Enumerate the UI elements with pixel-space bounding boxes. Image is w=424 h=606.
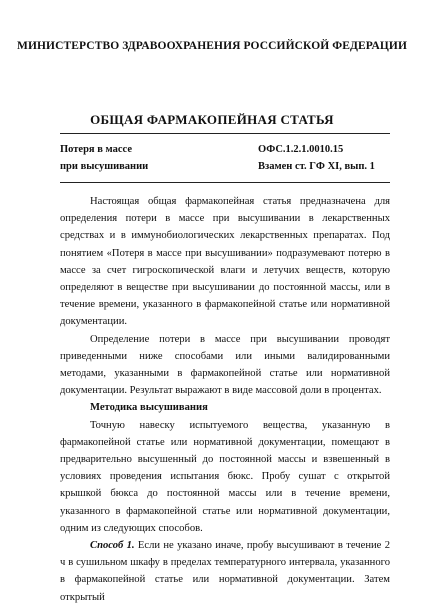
top-divider	[60, 133, 390, 134]
section-heading: Методика высушивания	[90, 402, 208, 414]
document-code: ОФС.1.2.1.0010.15	[258, 144, 344, 155]
replaces-note: Взамен ст. ГФ XI, вып. 1	[258, 161, 375, 172]
paragraph-procedure: Точную навеску испытуемого вещества, указанную в фармакопейной статье или нормативной документации, помещают в предварительно высушенный до постоянной массы и взвешенный в условиях проведения испытания бюкс. Пробу сушат с открытой крышкой бюкса до постоянной массы или в течение времени, указанного в фармакопейной статье или нормативной документации, одним из следующих способов.	[60, 419, 390, 534]
method-1-label: Способ 1.	[90, 540, 135, 552]
paragraph-method-1	[60, 537, 390, 606]
paragraph-purpose: Настоящая общая фармакопейная статья предназначена для определения потери в массе при высушивании в лекарственных средствах и в иммунобиологических лекарственных препаратах. Под понятием «Потеря в массе при высушивании» подразумевают потерю в массе за счет гигроскопической влаги и летучих веществ, которую определяют в веществе при высушивании до постоянной массы, или в течение времени, указанного в фармакопейной статье или нормативной документации.	[60, 196, 390, 328]
article-body	[60, 193, 390, 606]
bottom-divider	[60, 182, 390, 183]
subject-line-1: Потеря в массе	[60, 144, 132, 155]
document-title: ОБЩАЯ ФАРМАКОПЕЙНАЯ СТАТЬЯ	[90, 112, 334, 127]
ministry-header: МИНИСТЕРСТВО ЗДРАВООХРАНЕНИЯ РОССИЙСКОЙ ФЕДЕРАЦИИ	[16, 40, 407, 52]
paragraph-methods: Определение потери в массе при высушивании проводят приведенными ниже способами или иными валидированными методами, указанными в фармакопейной статье или нормативной документации. Результат выражают в виде массовой доли в процентах.	[60, 333, 390, 397]
subject-line-2: при высушивании	[60, 161, 149, 172]
method-1-text: Если не указано иначе, пробу высушивают в течение 2 ч в сушильном шкафу в пределах температурного интервала, указанного в фармакопейной статье или нормативной документации. Затем открытый	[60, 540, 390, 603]
